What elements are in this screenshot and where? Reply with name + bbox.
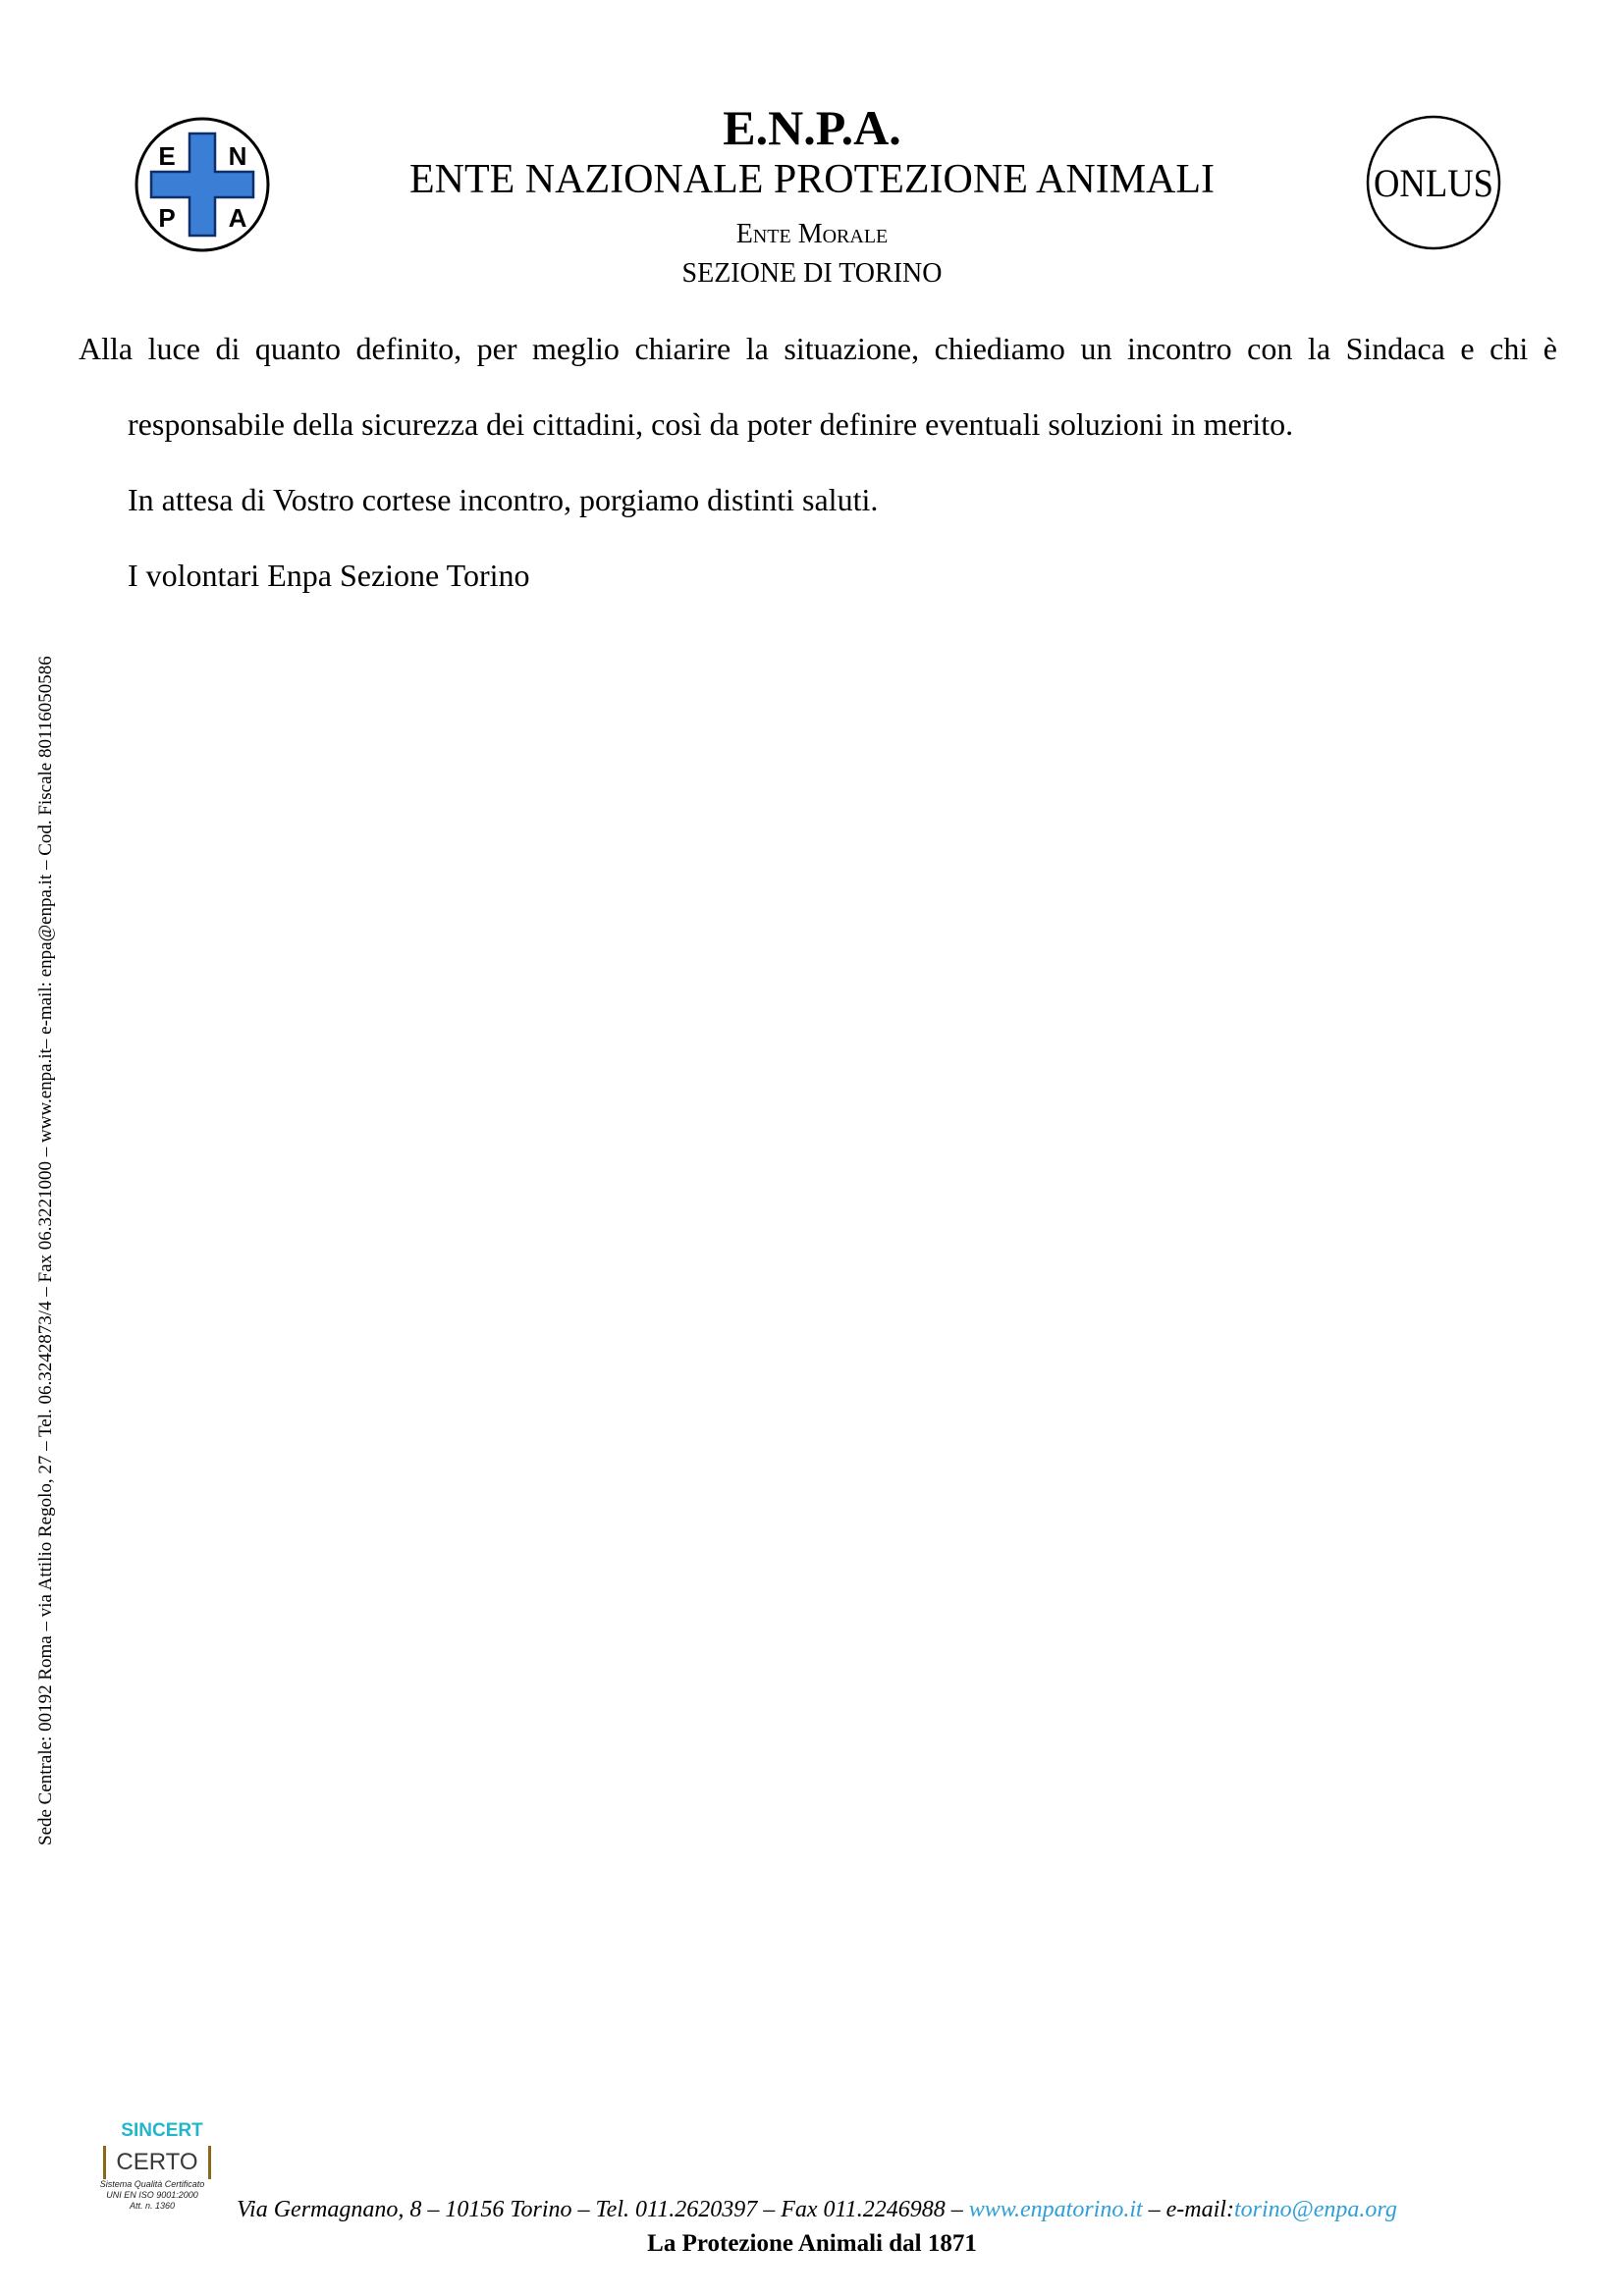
certification-line-2: UNI EN ISO 9001:2000 (106, 2190, 198, 2200)
footer-contact (0, 2195, 1624, 2224)
signature: I volontari Enpa Sezione Torino (128, 558, 530, 593)
organization-subtitle: ENTE NAZIONALE PROTEZIONE ANIMALI (408, 157, 1216, 202)
footer-tagline: La Protezione Animali dal 1871 (647, 2230, 977, 2257)
section-label: SEZIONE DI TORINO (681, 258, 943, 289)
logo-letter-e: E (158, 141, 176, 171)
organization-title: E.N.P.A. (723, 100, 901, 155)
footer-email-label: – e-mail: (1142, 2197, 1234, 2222)
onlus-logo-text: ONLUS (1374, 161, 1493, 205)
certification-line-3: Att. n. 1360 (129, 2201, 176, 2211)
logo-letter-p: P (158, 203, 176, 233)
footer-address: Via Germagnano, 8 – 10156 Torino – Tel. 011.2620397 – Fax 011.2246988 – (237, 2197, 969, 2222)
logo-letter-a: A (228, 203, 247, 233)
logo-letter-n: N (228, 141, 247, 171)
closing-paragraph: In attesa di Vostro cortese incontro, porgiamo distinti saluti. (128, 482, 879, 517)
paragraph-1-line-1: Alla luce di quanto definito, per meglio chiarire la situazione, chiediamo un incontro con la Sindaca e chi è (79, 331, 1557, 366)
footer-email-link[interactable]: torino@enpa.org (1233, 2197, 1397, 2222)
footer-website-link[interactable]: www.enpatorino.it (968, 2197, 1143, 2222)
certification-line-1: Sistema Qualità Certificato (99, 2179, 205, 2189)
ente-morale-label: Ente Morale (735, 219, 889, 249)
sincert-label: SINCERT (121, 2120, 203, 2141)
headquarters-info-vertical: Sede Centrale: 00192 Roma – via Attilio Regolo, 27 – Tel. 06.3242873/4 – Fax 06.3221000 – www.enpa.it– e-mail: enpa@enpa.it – Cod. Fiscale 80116050586 (35, 656, 56, 1845)
paragraph-1-line-2: responsabile della sicurezza dei cittadini, così da poter definire eventuali soluzioni in merito. (128, 406, 1294, 442)
certo-label: CERTO (103, 2146, 210, 2179)
